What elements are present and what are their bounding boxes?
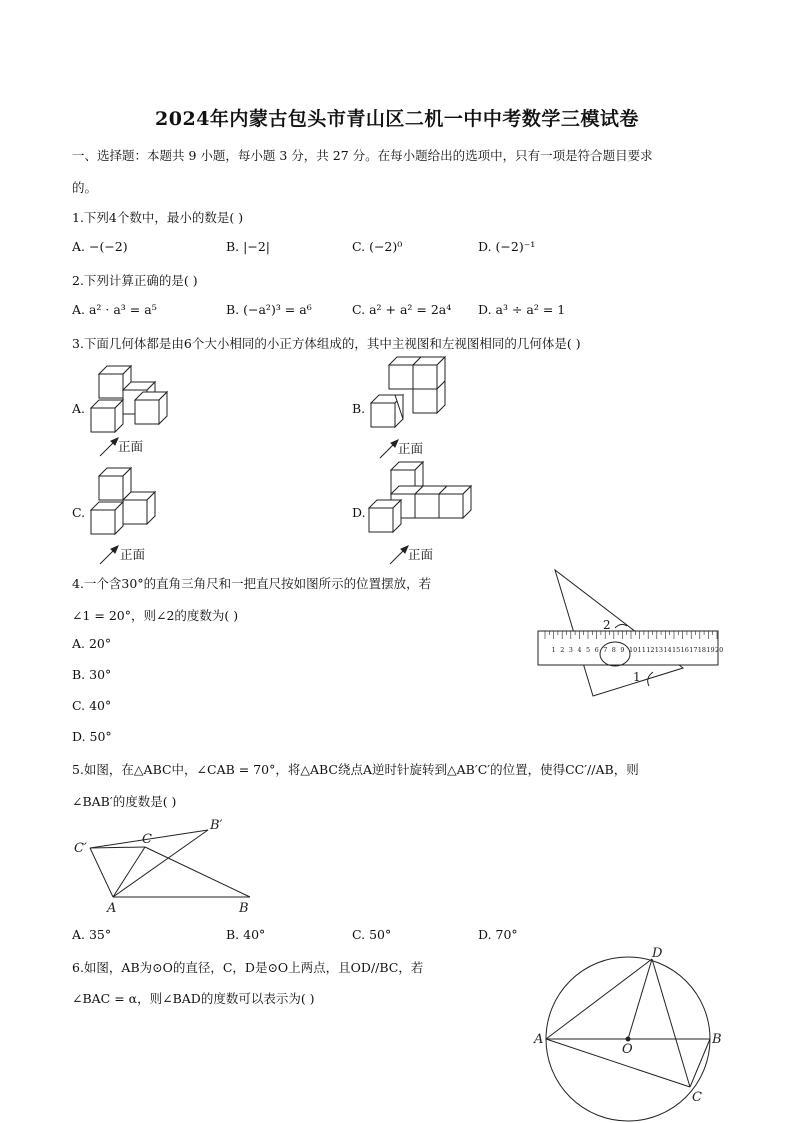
ruler-tick-label: 3	[568, 646, 573, 654]
ruler-tick-label: 4	[577, 646, 582, 654]
ruler-tick-label: 14	[663, 646, 672, 654]
q1-stem: 1.下列4个数中，最小的数是( )	[72, 210, 244, 225]
ruler-tick-label: 19	[706, 646, 715, 654]
q3-front-label-b: 正面	[398, 441, 424, 456]
q2-stem: 2.下列计算正确的是( )	[72, 273, 198, 288]
ruler-tick-label: 8	[611, 646, 616, 654]
q3-front-label-a: 正面	[118, 439, 144, 454]
ruler-tick-label: 17	[689, 646, 698, 654]
q3-label-c: C.	[72, 505, 86, 520]
q2-option-c: C. a² + a² = 2a⁴	[352, 302, 452, 317]
q1-option-d: D. (−2)⁻¹	[478, 239, 536, 254]
ruler-tick-label: 12	[646, 646, 655, 654]
point-a: A	[534, 1032, 544, 1047]
q3-front-label-c: 正面	[120, 547, 146, 562]
ruler-tick-label: 15	[672, 646, 681, 654]
q5-option-a: A. 35°	[72, 927, 112, 942]
q4-triangle-ruler-figure	[535, 568, 725, 698]
ruler-tick-label: 9	[620, 646, 625, 654]
q5-stem-line2: ∠BAB′的度数是( )	[72, 794, 177, 809]
point-c: C	[142, 832, 152, 847]
q5-stem-line1: 5.如图，在△ABC中，∠CAB = 70°，将△ABC绕点A逆时针旋转到△AB′C′的位置，使得CC′//AB，则	[72, 762, 639, 777]
section-instructions-cont: 的。	[72, 180, 98, 195]
point-c-prime: C′	[74, 841, 87, 856]
q5-option-c: C. 50°	[352, 927, 392, 942]
point-d: D	[652, 946, 663, 961]
ruler-tick-label: 11	[637, 646, 646, 654]
q4-option-c: C. 40°	[72, 698, 112, 713]
ruler-tick-label: 13	[654, 646, 664, 654]
q6-stem-line2: ∠BAC = α，则∠BAD的度数可以表示为( )	[72, 991, 315, 1006]
section-instructions: 一、选择题：本题共 9 小题，每小题 3 分，共 27 分。在每小题给出的选项中，只有一项是符合题目要求	[72, 148, 653, 163]
point-c: C	[692, 1090, 702, 1105]
q3-label-b: B.	[352, 401, 366, 416]
ruler-tick-label: 1	[551, 646, 556, 654]
q5-rotation-figure	[70, 815, 270, 915]
q2-option-b: B. (−a²)³ = a⁶	[226, 302, 312, 317]
ruler-tick-label: 10	[629, 646, 638, 654]
angle-label-2: 2	[603, 618, 611, 632]
ruler-tick-label: 5	[586, 646, 591, 654]
ruler-tick-label: 18	[697, 646, 707, 654]
q2-option-d: D. a³ ÷ a² = 1	[478, 302, 566, 317]
point-a: A	[107, 901, 117, 916]
ruler-tick-label: 16	[680, 646, 689, 654]
angle-label-1: 1	[633, 670, 641, 684]
ruler-tick-label: 2	[560, 646, 565, 654]
q3-label-d: D.	[352, 505, 366, 520]
q6-stem-line1: 6.如图，AB为⊙O的直径，C，D是⊙O上两点，且OD//BC，若	[72, 960, 424, 975]
q3-stem: 3.下面几何体都是由6个大小相同的小正方体组成的，其中主视图和左视图相同的几何体是( )	[72, 336, 581, 351]
q1-option-a: A. −(−2)	[72, 239, 128, 254]
q4-stem-line2: ∠1 = 20°，则∠2的度数为( )	[72, 608, 239, 623]
q4-option-b: B. 30°	[72, 667, 112, 682]
q4-option-d: D. 50°	[72, 729, 112, 744]
point-o: O	[622, 1042, 633, 1057]
ruler-tick-label: 6	[594, 646, 599, 654]
q5-option-d: D. 70°	[478, 927, 518, 942]
page-title: 2024年内蒙古包头市青山区二机一中中考数学三模试卷	[155, 108, 639, 130]
ruler-tick-label: 7	[603, 646, 608, 654]
q5-option-b: B. 40°	[226, 927, 266, 942]
point-b: B	[239, 901, 249, 916]
point-b: B	[712, 1032, 722, 1047]
q1-option-b: B. |−2|	[226, 239, 270, 254]
ruler-tick-label: 20	[715, 646, 724, 654]
q2-option-a: A. a² · a³ = a⁵	[72, 302, 157, 317]
q6-circle-figure	[530, 945, 730, 1115]
q3-label-a: A.	[72, 401, 86, 416]
center-dot	[626, 1037, 630, 1041]
q4-stem-line1: 4.一个含30°的直角三角尺和一把直尺按如图所示的位置摆放，若	[72, 576, 432, 591]
point-b-prime: B′	[210, 818, 223, 833]
q4-option-a: A. 20°	[72, 636, 112, 651]
q1-option-c: C. (−2)⁰	[352, 239, 403, 254]
q3-front-label-d: 正面	[408, 547, 434, 562]
